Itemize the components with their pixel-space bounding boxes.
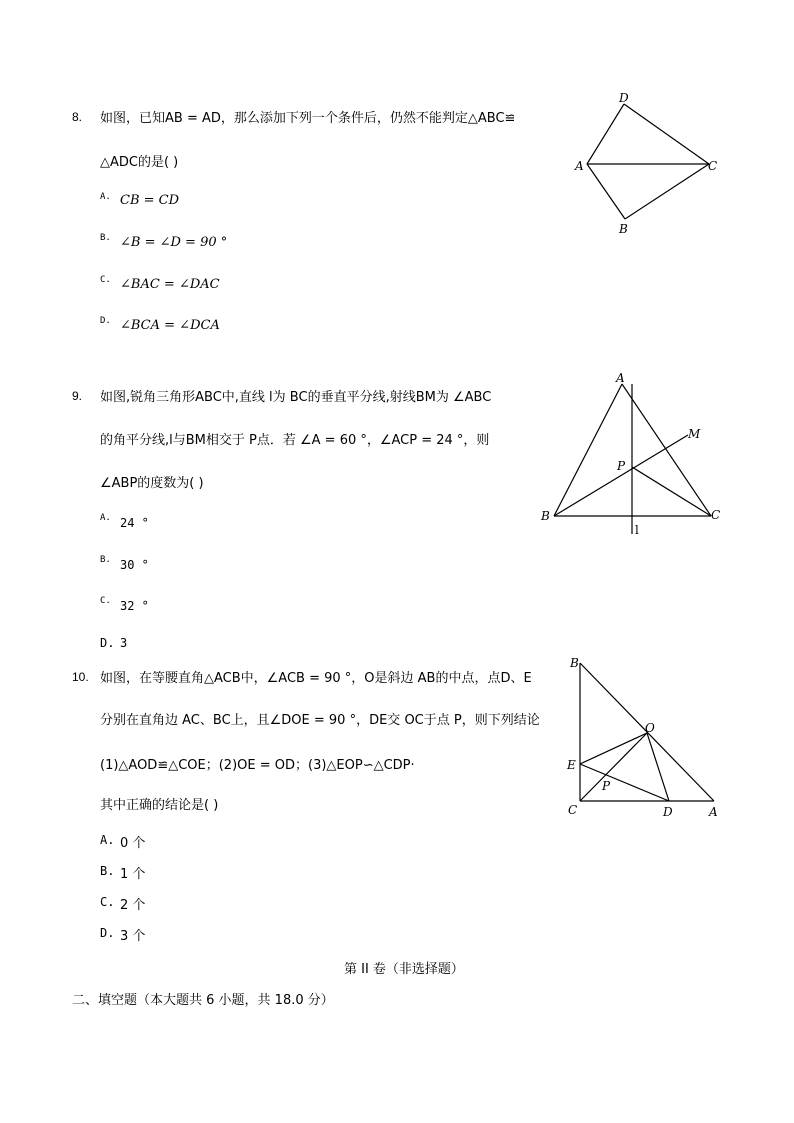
q9-label-l: l [635, 523, 639, 537]
q8-option-b-text: ∠B = ∠D = 90 ° [120, 235, 228, 250]
q9-label-b: B [541, 509, 550, 523]
q8-stem-line2: △ADC的是( ) [100, 155, 179, 170]
q10-label-d: D [663, 805, 673, 819]
q10-option-d-text: 3 个 [120, 929, 146, 944]
q9-label-c: C [711, 508, 721, 522]
q10-option-a-text: 0 个 [120, 836, 146, 851]
q9-option-a-text: 24 ° [120, 516, 149, 530]
q9-stem-line1: 如图,锐角三角形ABC中,直线 l为 BC的垂直平分线,射线BM为 ∠ABC [100, 390, 492, 405]
q10-stem-line2: 分别在直角边 AC、BC上，且∠DOE = 90 °，DE交 OC于点 P，则下列结论 [100, 713, 540, 728]
q9-option-d-text: 3 [120, 636, 128, 650]
q10-label-o: O [645, 721, 655, 735]
part-heading: 二、填空题（本大题共 6 小题，共 18.0 分） [72, 993, 334, 1008]
q10-figure [560, 650, 740, 825]
q10-option-c-letter: C. [100, 895, 115, 909]
q9-label-a: A [616, 371, 625, 385]
q10-option-a-letter: A. [100, 833, 115, 847]
q10-option-d-letter: D. [100, 926, 115, 940]
q8-option-a-text: CB = CD [120, 193, 180, 208]
q10-stem-line4: 其中正确的结论是( ) [100, 798, 219, 813]
q9-stem-line2: 的角平分线,l与BM相交于 P点．若 ∠A = 60 °，∠ACP = 24 °，则 [100, 433, 490, 448]
q8-label-a: A [575, 159, 584, 173]
q8-option-d-text: ∠BCA = ∠DCA [120, 318, 220, 333]
q9-option-d-letter: D. [100, 636, 115, 650]
q8-option-d-letter: D. [100, 316, 111, 326]
q8-label-b: B [619, 222, 628, 236]
q8-label-c: C [708, 159, 718, 173]
q10-label-a: A [709, 805, 718, 819]
q9-label-m: M [688, 427, 701, 441]
q8-number: 8. [72, 110, 83, 124]
q9-label-p: P [617, 459, 626, 473]
q10-label-e: E [567, 758, 576, 772]
q9-option-b-letter: B. [100, 555, 111, 565]
q10-stem-line1: 如图，在等腰直角△ACB中，∠ACB = 90 °，O是斜边 AB的中点，点D、E [100, 671, 532, 686]
q10-option-c-text: 2 个 [120, 898, 146, 913]
q9-figure [530, 370, 730, 540]
q8-option-b-letter: B. [100, 233, 111, 243]
q9-option-a-letter: A. [100, 513, 111, 523]
q10-option-b-letter: B. [100, 864, 115, 878]
q8-option-c-text: ∠BAC = ∠DAC [120, 277, 220, 292]
q9-number: 9. [72, 389, 83, 403]
q8-option-c-letter: C. [100, 275, 111, 285]
q10-label-c: C [568, 803, 578, 817]
q10-stem-line3: (1)△AOD≌△COE；(2)OE = OD；(3)△EOP∽△CDP· [100, 758, 415, 773]
q10-number: 10. [72, 670, 89, 684]
section-title: 第 II 卷（非选择题） [344, 962, 464, 977]
q8-option-a-letter: A. [100, 192, 111, 202]
q10-option-b-text: 1 个 [120, 867, 146, 882]
q8-figure [560, 88, 740, 248]
q10-label-p: P [602, 779, 611, 793]
q8-label-d: D [619, 91, 629, 105]
q9-option-c-letter: C. [100, 596, 111, 606]
q9-option-b-text: 30 ° [120, 558, 149, 572]
q10-label-b: B [570, 656, 579, 670]
q9-stem-line3: ∠ABP的度数为( ) [100, 476, 204, 491]
q9-option-c-text: 32 ° [120, 599, 149, 613]
q8-stem-line1: 如图，已知AB = AD，那么添加下列一个条件后，仍然不能判定△ABC≌ [100, 111, 516, 126]
